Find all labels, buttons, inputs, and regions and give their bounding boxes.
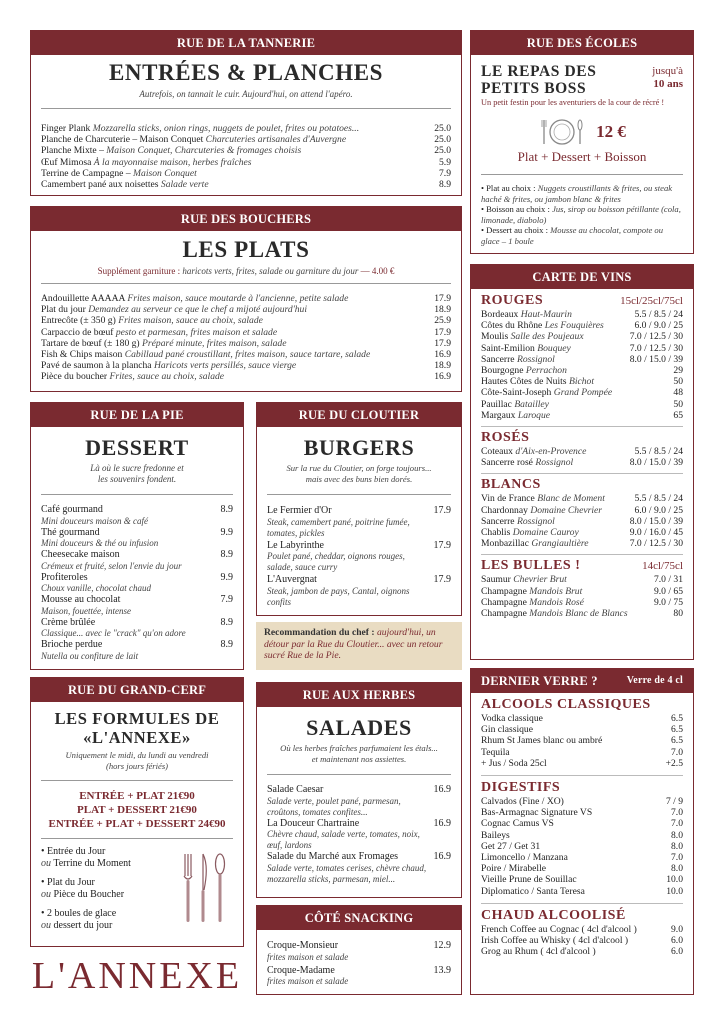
formule-option-entree: • Entrée du Jour ou Terrine du Moment	[41, 846, 131, 869]
menu-row: Andouillette AAAAA Frites maison, sauce moutarde à l'ancienne, petite salade 17.9	[41, 293, 451, 304]
kids-price: 12 €	[596, 122, 626, 141]
entrees-card	[30, 30, 462, 196]
dessert-item: Cheesecake maison 8.9 Crémeux et fruité, selon l'envie du jour	[41, 549, 233, 571]
dessert-item: Café gourmand 8.9 Mini douceurs maison & café	[41, 504, 233, 526]
formules-street-band: RUE DU GRAND-CERF	[31, 678, 243, 702]
wine-row: Chardonnay Domaine Chevrier 6.0 / 9.0 / 25	[481, 504, 683, 516]
wine-row: Margaux Laroque 65	[481, 409, 683, 421]
plats-card	[30, 206, 462, 392]
spirit-row: French Coffee au Cognac ( 4cl d'alcool ) 9.0	[481, 923, 683, 935]
kids-menu-card	[470, 30, 694, 254]
snacking-card	[256, 905, 462, 995]
dernier-verre-note: Verre de 4 cl	[626, 675, 683, 686]
classiques-heading: ALCOOLS CLASSIQUES	[481, 697, 651, 712]
spirit-row: Get 27 / Get 31 8.0	[481, 840, 683, 852]
wine-row: Saint-Emilion Bouquey 7.0 / 12.5 / 30	[481, 342, 683, 354]
formule-option-dessert: • 2 boules de glace ou dessert du jour	[41, 908, 117, 931]
wine-card	[470, 264, 694, 660]
spirit-row: Diplomatico / Santa Teresa 10.0	[481, 885, 683, 897]
wine-row: Hautes Côtes de Nuits Bichot 50	[481, 376, 683, 388]
salades-street-band: RUE AUX HERBES	[257, 683, 461, 707]
snack-item: Croque-Monsieur 12.9 frites maison et salade	[267, 940, 451, 962]
burgers-subtitle: Sur la rue du Cloutier, on forge toujours... mais avec des buns bien dorés.	[286, 463, 432, 484]
supplement-line: Supplément garniture : haricots verts, frites, salade ou garniture du jour — 4.00 €	[97, 266, 395, 276]
menu-row: Fish & Chips maison Cabillaud pané croustillant, frites maison, sauce tartare, salade 16.9	[41, 349, 451, 361]
burger-item: L'Auvergnat 17.9 Steak, jambon de pays, Cantal, oignons confits	[267, 574, 451, 607]
offer-line: ENTRÉE + PLAT 21€90	[79, 790, 195, 802]
menu-row: Finger Plank Mozzarella sticks, onion rings, nuggets de poulet, frites ou potatoes... 25.0	[41, 123, 451, 134]
dernier-verre-card	[470, 668, 694, 995]
snack-item: Croque-Madame 13.9 frites maison et salade	[267, 964, 451, 986]
kids-choice-dessert: • Dessert au choix : Mousse au chocolat, compote ou glace – 1 boule	[481, 225, 664, 246]
spirit-row: Vodka classique 6.5	[481, 713, 683, 724]
wine-divider	[481, 473, 683, 474]
menu-row: Plat du jour Demandez au serveur ce que le chef a mijoté aujourd'hui 18.9	[41, 304, 451, 316]
dernier-verre-band	[471, 669, 693, 693]
dessert-card	[30, 402, 244, 670]
plats-divider	[41, 283, 451, 284]
dessert-item: Mousse au chocolat 7.9 Maison, fouettée, intense	[41, 594, 233, 616]
formules-title: LES FORMULES DE «L'ANNEXE»	[54, 709, 220, 747]
wine-band: CARTE DE VINS	[471, 265, 693, 289]
spirit-row: Irish Coffee au Whisky ( 4cl d'alcool ) 6.0	[481, 935, 683, 947]
menu-row: Camembert pané aux noisettes Salade verte 8.9	[41, 179, 451, 191]
wine-row: Sancerre Rossignol 8.0 / 15.0 / 39	[481, 353, 683, 365]
chef-recommendation: Recommandation du chef : aujourd'hui, un détour par la Rue du Cloutier... avec un retour sucré Rue de la Pie.	[256, 622, 462, 670]
formules-divider	[41, 838, 233, 839]
spirit-row: Tequila 7.0	[481, 746, 683, 758]
wine-row: Côtes du Rhône Les Fouquières 6.0 / 9.0 / 25	[481, 320, 683, 332]
menu-row: Entrecôte (± 350 g) Frites maison, sauce au choix, salade 25.9	[41, 315, 451, 327]
menu-row: Pièce du boucher Frites, sauce au choix, salade 16.9	[41, 371, 451, 383]
wine-row: Bourgogne Perrachon 29	[481, 365, 683, 377]
entrees-subtitle: Autrefois, on tannait le cuir. Aujourd'hui, on attend l'apéro.	[139, 89, 353, 99]
wine-row: Champagne Mandois Blanc de Blancs 80	[481, 608, 683, 620]
kids-formula: Plat + Dessert + Boisson	[517, 149, 647, 164]
kids-divider	[481, 174, 683, 175]
spirits-divider	[481, 903, 683, 904]
burgers-card	[256, 402, 462, 616]
burgers-divider	[267, 494, 451, 495]
spirit-row: Vieille Prune de Souillac 10.0	[481, 874, 683, 886]
spirit-row: Limoncello / Manzana 7.0	[481, 852, 683, 864]
burger-item: Le Labyrinthe 17.9 Poulet pané, cheddar, oignons rouges, salade, sauce curry	[267, 539, 451, 572]
formules-card	[30, 677, 244, 947]
wine-row: Sancerre Rossignol 8.0 / 15.0 / 39	[481, 515, 683, 527]
dessert-item: Brioche perdue 8.9 Nutella ou confiture de lait	[41, 639, 233, 661]
menu-row: Œuf Mimosa À la mayonnaise maison, herbes fraîches 5.9	[41, 156, 451, 168]
menu-row: Pavé de saumon à la plancha Haricots verts persillés, sauce vierge 18.9	[41, 360, 451, 372]
chaud-heading: CHAUD ALCOOLISÉ	[481, 907, 626, 923]
kids-age-limit: jusqu'à 10 ans	[652, 65, 683, 90]
menu-row: Planche de Charcuterie – Maison Conquet Charcuteries artisanales d'Auvergne 25.0	[41, 134, 451, 146]
spirit-row: + Jus / Soda 25cl +2.5	[481, 757, 683, 769]
dessert-street-band: RUE DE LA PIE	[31, 403, 243, 427]
salades-subtitle: Où les herbes fraîches parfumaient les étals... et maintenant nos assiettes.	[280, 743, 438, 764]
formules-offers	[31, 789, 243, 831]
wine-row: Vin de France Blanc de Moment 5.5 / 8.5 / 24	[481, 493, 683, 505]
spirits-divider	[481, 775, 683, 776]
salade-item: Salade Caesar 16.9 Salade verte, poulet pané, parmesan, croûtons, tomates confites...	[267, 784, 451, 817]
salade-item: La Douceur Chartraine 16.9 Chèvre chaud, salade verte, tomates, noix, œuf, lardons	[267, 817, 451, 850]
entrees-street-band: RUE DE LA TANNERIE	[31, 31, 461, 55]
dessert-item: Profiteroles 9.9 Choux vanille, chocolat chaud	[41, 571, 233, 593]
wine-divider	[481, 426, 683, 427]
spirit-row: Rhum St James blanc ou ambré 6.5	[481, 735, 683, 747]
salades-title: SALADES	[306, 715, 412, 740]
dessert-divider	[41, 494, 233, 495]
plats-title: LES PLATS	[182, 237, 310, 262]
burgers-street-band: RUE DU CLOUTIER	[257, 403, 461, 427]
menu-row: Tartare de bœuf (± 180 g) Préparé minute, frites maison, salade 17.9	[41, 337, 451, 349]
snacking-band: CÔTÉ SNACKING	[257, 906, 461, 930]
dessert-title: DESSERT	[85, 435, 189, 460]
rouges-heading: ROUGES	[481, 293, 544, 308]
spirit-row: Baileys 8.0	[481, 829, 683, 841]
entrees-title: ENTRÉES & PLANCHES	[108, 60, 384, 85]
menu-row: Terrine de Campagne – Maison Conquet 7.9	[41, 167, 451, 179]
spirit-row: Calvados (Fine / XO) 7 / 9	[481, 796, 683, 808]
spirit-row: Bas-Armagnac Signature VS 7.0	[481, 807, 683, 819]
menu-row: Carpaccio de bœuf pesto et parmesan, frites maison et salade 17.9	[41, 326, 451, 338]
burger-item: Le Fermier d'Or 17.9 Steak, camembert pané, poitrine fumée, tomates, pickles	[267, 505, 451, 538]
digestifs-heading: DIGESTIFS	[481, 780, 561, 796]
wine-row: Sancerre rosé Rossignol 8.0 / 15.0 / 39	[481, 457, 683, 469]
blancs-heading: BLANCS	[481, 477, 541, 493]
formule-option-plat: • Plat du Jour ou Pièce du Boucher	[41, 877, 125, 900]
salade-item: Salade du Marché aux Fromages 16.9 Salade verte, tomates cerises, chèvre chaud, mozzarella sticks, parmesan, miel...	[267, 851, 451, 884]
brand-logo: L'ANNEXE	[31, 955, 243, 997]
cutlery-icon	[173, 850, 233, 926]
wine-row: Bordeaux Haut-Maurin 5.5 / 8.5 / 24	[481, 309, 683, 320]
offer-line: ENTRÉE + PLAT + DESSERT 24€90	[48, 818, 226, 830]
wine-row: Saumur Chevrier Brut 7.0 / 31	[481, 574, 683, 586]
wine-row: Pauillac Batailley 50	[481, 398, 683, 410]
kids-subtitle: Un petit festin pour les aventuriers de la cour de récré !	[481, 98, 665, 107]
wine-row: Coteaux d'Aix-en-Provence 5.5 / 8.5 / 24	[481, 446, 683, 458]
salades-divider	[267, 774, 451, 775]
kids-title: LE REPAS DES PETITS BOSS	[481, 63, 597, 97]
rouges-sizes: 15cl/25cl/75cl	[620, 295, 683, 307]
formules-divider	[41, 780, 233, 781]
salades-card	[256, 682, 462, 898]
spirit-row: Cognac Camus VS 7.0	[481, 818, 683, 830]
spirit-row: Grog au Rhum ( 4cl d'alcool ) 6.0	[481, 946, 683, 958]
wine-row: Champagne Mandois Rosé 9.0 / 75	[481, 596, 683, 608]
wine-row: Moulis Salle des Poujeaux 7.0 / 12.5 / 30	[481, 331, 683, 343]
kids-street-band: RUE DES ÉCOLES	[471, 31, 693, 55]
wine-row: Monbazillac Grangiaultière 7.0 / 12.5 / 30	[481, 538, 683, 550]
kids-choice-plat: • Plat au choix : Nuggets croustillants & frites, ou steak haché & frites, ou jambon blanc & frites	[481, 183, 673, 204]
dessert-item: Crème brûlée 8.9 Classique... avec le "crack" qu'on adore	[41, 616, 233, 638]
plate-cutlery-icon	[538, 117, 586, 147]
plats-street-band: RUE DES BOUCHERS	[31, 207, 461, 231]
bulles-heading: LES BULLES !	[481, 558, 581, 574]
dernier-verre-title: DERNIER VERRE ?	[481, 674, 598, 688]
bulles-sizes: 14cl/75cl	[642, 560, 683, 573]
offer-line: PLAT + DESSERT 21€90	[77, 804, 197, 816]
dessert-item: Thé gourmand 9.9 Mini douceurs & thé ou infusion	[41, 526, 233, 548]
dessert-subtitle: Là où le sucre fredonne et les souvenirs fondent.	[90, 463, 184, 484]
formules-subtitle: Uniquement le midi, du lundi au vendredi (hors jours fériés)	[65, 750, 209, 771]
roses-heading: ROSÉS	[481, 430, 530, 446]
spirit-row: Gin classique 6.5	[481, 724, 683, 736]
wine-divider	[481, 554, 683, 555]
spirit-row: Poire / Mirabelle 8.0	[481, 863, 683, 875]
entrees-divider	[41, 108, 451, 109]
wine-row: Côte-Saint-Joseph Grand Pompée 48	[481, 387, 683, 399]
wine-row: Champagne Mandois Brut 9.0 / 65	[481, 585, 683, 597]
kids-choice-boisson: • Boisson au choix : Jus, sirop ou boisson pétillante (cola, limonade, diabolo)	[481, 204, 681, 225]
wine-row: Chablis Domaine Cauroy 9.0 / 16.0 / 45	[481, 527, 683, 539]
menu-row: Planche Mixte – Maison Conquet, Charcuteries & fromages choisis 25.0	[41, 145, 451, 157]
burgers-title: BURGERS	[303, 435, 415, 460]
